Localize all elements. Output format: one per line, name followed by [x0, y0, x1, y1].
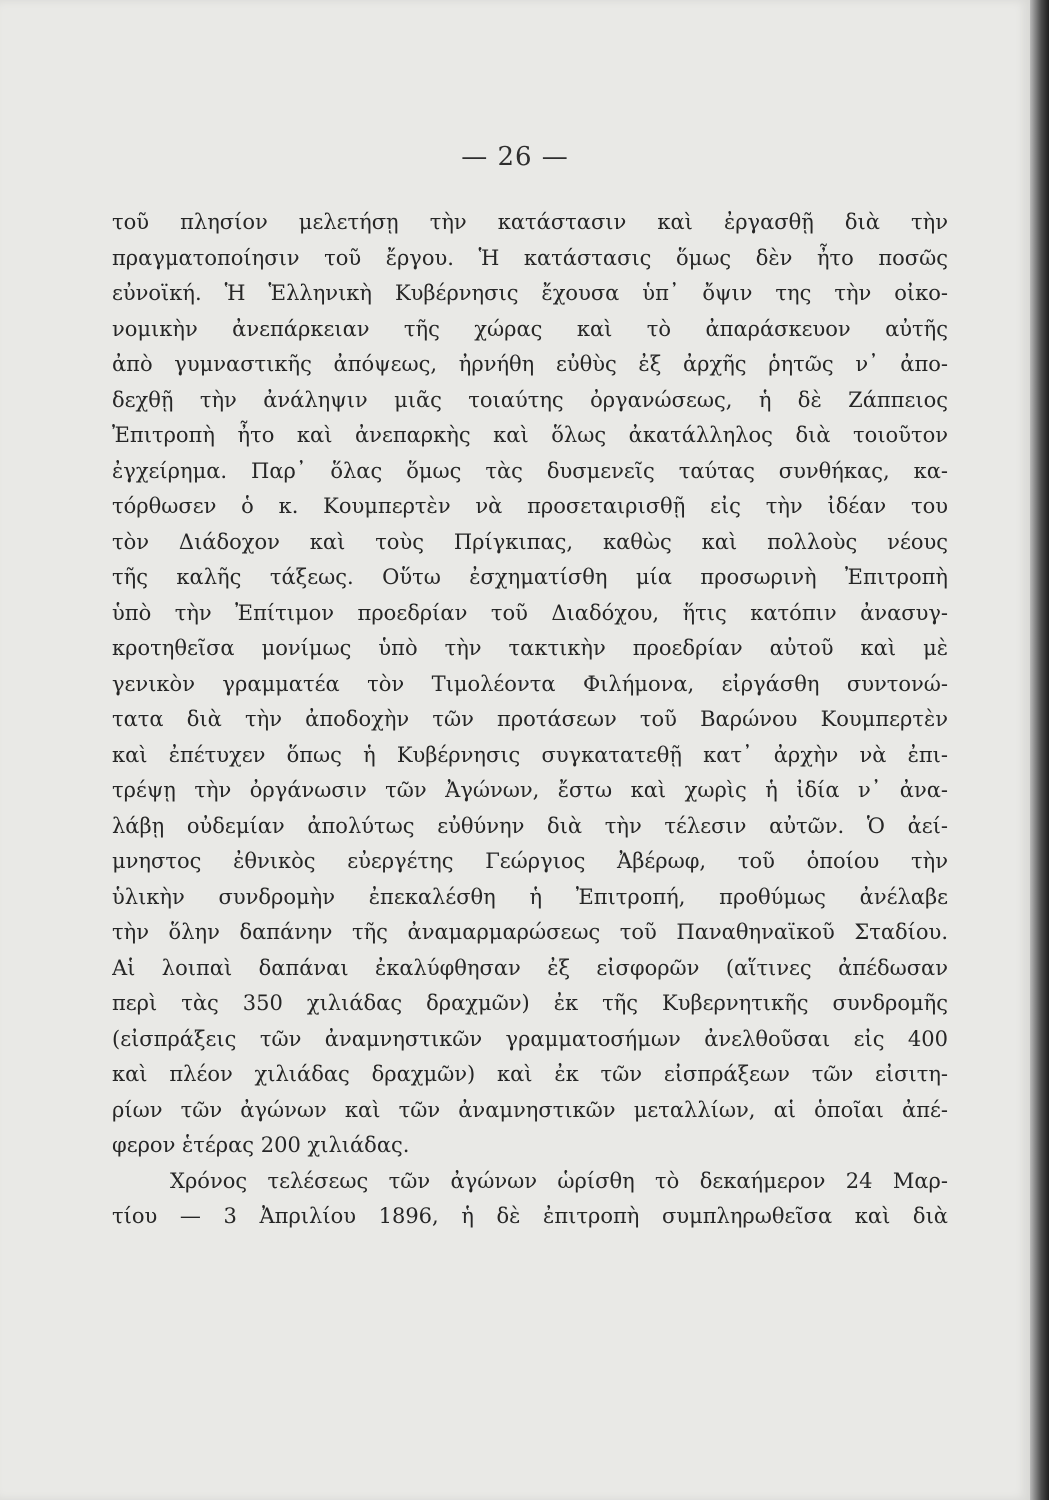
text-line: τὴν ὅλην δαπάνην τῆς ἀναμαρμαρώσεως τοῦ Παναθηναϊκοῦ Σταδίου. — [112, 920, 948, 944]
text-line: ὑλικὴν συνδρομὴν ἐπεκαλέσθη ἡ Ἐπιτροπή, προθύμως ἀνέλαβε — [112, 884, 948, 909]
text-line: τρέψῃ τὴν ὀργάνωσιν τῶν Ἀγώνων, ἔστω καὶ χωρὶς ἡ ἰδία ν᾿ ἀνα- — [112, 778, 948, 802]
paragraph-1 — [112, 205, 948, 1164]
page-edge-shadow — [1030, 0, 1049, 1500]
text-line: ρίων τῶν ἀγώνων καὶ τῶν ἀναμνηστικῶν μεταλλίων, αἱ ὁποῖαι ἀπέ- — [112, 1097, 948, 1122]
text-line: τόρθωσεν ὁ κ. Κουμπερτὲν νὰ προσεταιρισθῇ εἰς τὴν ἰδέαν του — [112, 494, 948, 518]
text-line: Ἐπιτροπὴ ἦτο καὶ ἀνεπαρκὴς καὶ ὅλως ἀκατάλληλος διὰ τοιοῦτον — [112, 423, 948, 447]
paragraph-2 — [112, 1164, 948, 1235]
text-line: τίου — 3 Ἀπριλίου 1896, ἡ δὲ ἐπιτροπὴ συμπληρωθεῖσα καὶ διὰ — [112, 1204, 948, 1228]
text-line: δεχθῇ τὴν ἀνάληψιν μιᾶς τοιαύτης ὀργανώσεως, ἡ δὲ Ζάππειος — [112, 387, 948, 412]
text-line: κροτηθεῖσα μονίμως ὑπὸ τὴν τακτικὴν προεδρίαν αὐτοῦ καὶ μὲ — [112, 636, 948, 660]
text-line: καὶ πλέον χιλιάδας δραχμῶν) καὶ ἐκ τῶν εἰσπράξεων τῶν εἰσιτη- — [112, 1062, 948, 1086]
text-line: ὑπὸ τὴν Ἐπίτιμον προεδρίαν τοῦ Διαδόχου, ἥτις κατόπιν ἀνασυγ- — [112, 600, 948, 625]
text-line: Αἱ λοιπαὶ δαπάναι ἐκαλύφθησαν ἐξ εἰσφορῶν (αἵτινες ἀπέδωσαν — [112, 955, 948, 980]
text-line: νομικὴν ἀνεπάρκειαν τῆς χώρας καὶ τὸ ἀπαράσκευον αὐτῆς — [112, 316, 948, 341]
text-line: τοῦ πλησίον μελετήσῃ τὴν κατάστασιν καὶ ἐργασθῇ διὰ τὴν — [112, 210, 948, 234]
text-line: ἐγχείρημα. Παρ᾿ ὅλας ὅμως τὰς δυσμενεῖς ταύτας συνθήκας, κα- — [112, 458, 948, 483]
text-line: περὶ τὰς 350 χιλιάδας δραχμῶν) ἐκ τῆς Κυβερνητικῆς συνδρομῆς — [112, 991, 948, 1015]
text-line: λάβῃ οὐδεμίαν ἀπολύτως εὐθύνην διὰ τὴν τέλεσιν αὐτῶν. Ὁ ἀεί- — [112, 813, 948, 838]
text-line: τὸν Διάδοχον καὶ τοὺς Πρίγκιπας, καθὼς καὶ πολλοὺς νέους — [112, 529, 948, 554]
text-line: (εἰσπράξεις τῶν ἀναμνηστικῶν γραμματοσήμων ἀνελθοῦσαι εἰς 400 — [112, 1026, 948, 1051]
text-line: εὐνοϊκή. Ἡ Ἑλληνικὴ Κυβέρνησις ἔχουσα ὑπ᾿ ὄψιν της τὴν οἰκο- — [112, 281, 948, 305]
text-line: Χρόνος τελέσεως τῶν ἀγώνων ὡρίσθη τὸ δεκαήμερον 24 Μαρ- — [170, 1168, 948, 1193]
text-line: τατα διὰ τὴν ἀποδοχὴν τῶν προτάσεων τοῦ Βαρώνου Κουμπερτὲν — [112, 707, 948, 731]
body-text — [112, 205, 948, 1235]
text-line: φερον ἑτέρας 200 χιλιάδας. — [112, 1133, 410, 1157]
text-line: τῆς καλῆς τάξεως. Οὕτω ἐσχηματίσθη μία προσωρινὴ Ἐπιτροπὴ — [112, 565, 948, 589]
text-line: πραγματοποίησιν τοῦ ἔργου. Ἡ κατάστασις ὅμως δὲν ἦτο ποσῶς — [112, 245, 948, 270]
text-line: γενικὸν γραμματέα τὸν Τιμολέοντα Φιλήμονα, εἰργάσθη συντονώ- — [112, 671, 948, 696]
page-number: — 26 — — [461, 142, 569, 172]
text-line: μνηστος ἐθνικὸς εὐεργέτης Γεώργιος Ἀβέρωφ, τοῦ ὁποίου τὴν — [112, 849, 948, 873]
text-line: ἀπὸ γυμναστικῆς ἀπόψεως, ἠρνήθη εὐθὺς ἐξ ἀρχῆς ῥητῶς ν᾿ ἀπο- — [112, 352, 948, 376]
text-line: καὶ ἐπέτυχεν ὅπως ἡ Κυβέρνησις συγκατατεθῇ κατ᾿ ἀρχὴν νὰ ἐπι- — [112, 742, 948, 767]
